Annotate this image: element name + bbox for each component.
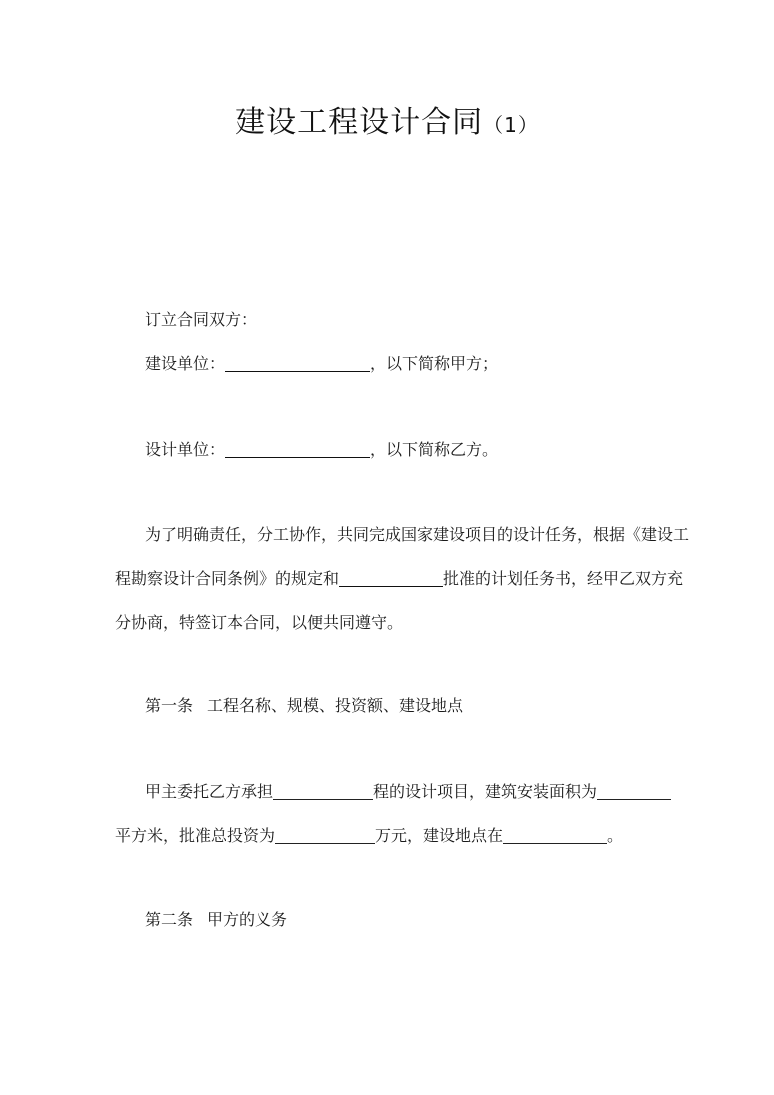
intro-line-2	[115, 569, 684, 589]
title-number: （1）	[483, 113, 539, 137]
investment-blank[interactable]	[275, 827, 375, 844]
article-1-line-1	[115, 782, 660, 802]
intro-line-2-start: 程勘察设计合同条例》的规定和	[115, 569, 340, 588]
article-1-line-1-start: 甲主委托乙方承担	[145, 782, 274, 801]
party-a-suffix: ，以下简称甲方；	[370, 354, 499, 373]
article-2-number: 第二条	[145, 910, 194, 929]
area-blank[interactable]	[597, 783, 671, 800]
project-name-blank[interactable]	[273, 783, 373, 800]
title-text: 建设工程设计合同	[235, 105, 484, 140]
article-1-paragraph	[115, 782, 660, 870]
approval-authority-blank[interactable]	[339, 570, 443, 587]
parties-heading: 订立合同双方：	[145, 310, 258, 329]
intro-line-3: 分协商，特签订本合同，以便共同遵守。	[115, 613, 404, 632]
article-2-heading	[145, 910, 287, 930]
article-1-line-2-mid: 万元，建设地点在	[375, 826, 504, 845]
location-blank[interactable]	[503, 827, 607, 844]
intro-line-2-end: 批准的计划任务书，经甲乙双方充	[443, 569, 684, 588]
article-1-title: 工程名称、规模、投资额、建设地点	[207, 696, 464, 715]
party-a-label: 建设单位：	[145, 354, 226, 373]
article-1-number: 第一条	[145, 696, 194, 715]
document-title	[0, 98, 774, 150]
party-a-line	[145, 354, 498, 374]
party-b-label: 设计单位：	[145, 440, 226, 459]
party-b-suffix: ，以下简称乙方。	[370, 440, 499, 459]
party-b-blank[interactable]	[225, 441, 370, 458]
article-1-line-2-end: 。	[607, 826, 624, 845]
party-a-blank[interactable]	[225, 355, 370, 372]
intro-paragraph	[115, 525, 690, 657]
article-1-line-2-start: 平方米，批准总投资为	[115, 826, 276, 845]
article-2-title: 甲方的义务	[207, 910, 288, 929]
article-1-heading	[145, 696, 463, 716]
article-1-line-2	[115, 826, 660, 846]
intro-line-1: 为了明确责任，分工协作，共同完成国家建设项目的设计任务，根据《建设工	[145, 525, 690, 544]
article-1-line-1-mid: 程的设计项目，建筑安装面积为	[373, 782, 598, 801]
party-b-line	[145, 440, 498, 460]
